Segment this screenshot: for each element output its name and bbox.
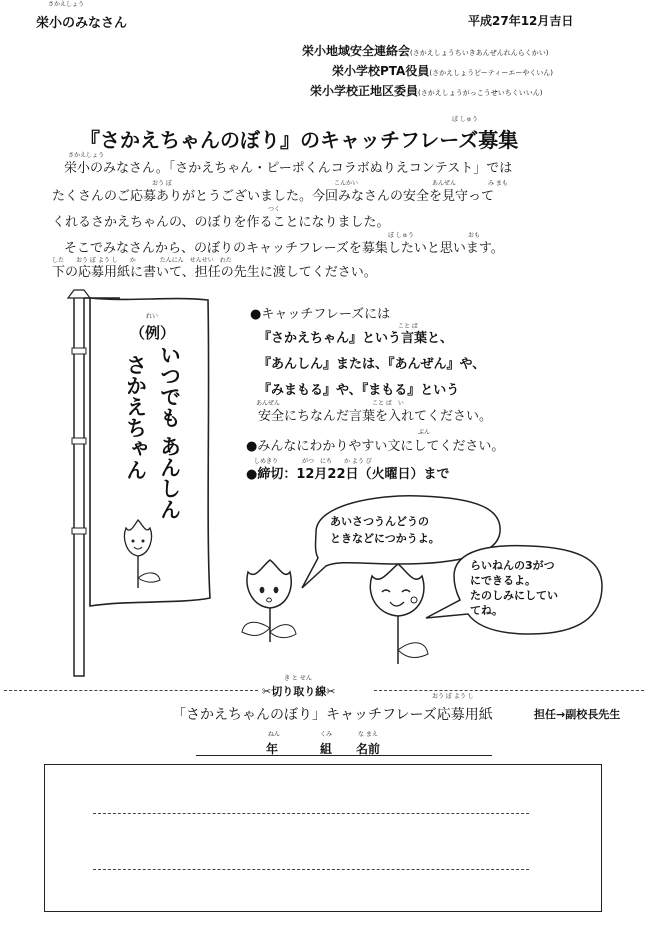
org-name: 栄小学校PTA役員 (332, 64, 430, 78)
bubble-line: たのしみにしてい (470, 589, 558, 602)
entry-box[interactable] (44, 764, 602, 912)
bubble-line: にできるよ。 (470, 574, 536, 587)
form-title-ruby: おう ぼ よう し (432, 693, 474, 700)
rule-line: ●キャッチフレーズには (250, 307, 391, 322)
deadline: ●締切：12月22日（火曜日）まで (246, 467, 450, 482)
bubble-line: あいさつうんどうの (330, 515, 429, 528)
writing-line (93, 869, 529, 870)
namae-label: 名前 (356, 742, 381, 756)
cut-line-left (4, 690, 258, 691)
rule-line: 『あんしん』または、『あんぜん』や、 (258, 357, 486, 372)
org-reading: (さかえしょうがっこうせいちくいいん) (418, 89, 543, 97)
kumi-ruby: くみ (320, 731, 333, 738)
cut-line-ruby: き と せん (284, 675, 312, 682)
org-name: 栄小学校正地区委員 (310, 84, 419, 98)
banner-text-right: いつでも あんしん (157, 344, 182, 520)
rule-line: 『みまもる』や、『まもる』という (258, 383, 460, 398)
bubble-1-text (330, 513, 440, 547)
tulip-character-icon (370, 564, 428, 664)
title-ruby: ぼ しゅう (452, 116, 478, 123)
intro-line: そこでみなさんから、のぼりのキャッチフレーズを募集したいと思います。 (64, 241, 504, 256)
org-2 (332, 60, 553, 79)
bubble-line: らいねんの3がつ (470, 559, 555, 572)
name-underline (196, 755, 492, 756)
rule-line: 『さかえちゃん』という言葉と、 (258, 331, 454, 346)
intro-line: くれるさかえちゃんの、のぼりを作ることになりました。 (52, 215, 390, 230)
banner-text-left: さかえちゃん (123, 354, 148, 480)
banner-illustration (60, 288, 220, 688)
tulip-character-icon (242, 560, 296, 642)
rule-line: 安全にちなんだ言葉を入れてください。 (258, 409, 493, 424)
bubble-line: ときなどにつかうよ。 (330, 532, 440, 545)
addressee: 栄小のみなさん (36, 16, 128, 31)
banner-cloth (90, 298, 210, 606)
page-title: 『さかえちゃんのぼり』のキャッチフレーズ募集 (80, 128, 519, 152)
writing-line (93, 813, 529, 814)
cut-line-right (374, 690, 644, 691)
cut-line-label: ✂切り取り線✂ (262, 685, 336, 698)
org-reading: (さかえしょうピーティーエーやくいん) (429, 69, 553, 77)
org-1 (302, 40, 548, 59)
intro-line: 栄小のみなさん。「さかえちゃん・ピーポくんコラボぬりえコンテスト」では (64, 161, 513, 176)
kumi-label: 組 (320, 742, 333, 756)
form-title: 「さかえちゃんのぼり」キャッチフレーズ応募用紙 (172, 707, 493, 723)
bubble-line: てね。 (470, 604, 503, 617)
intro-line: たくさんのご応募ありがとうございました。今回みなさんの安全を見守って (52, 189, 495, 204)
org-3 (310, 80, 542, 99)
namae-ruby: な まえ (358, 731, 378, 738)
org-name: 栄小地域安全連絡会 (302, 44, 411, 58)
rule-line: ●みんなにわかりやすい文にしてください。 (246, 439, 505, 454)
date: 平成27年12月吉日 (468, 14, 574, 28)
routing-note: 担任→副校長先生 (534, 708, 621, 721)
nen-label: 年 (266, 742, 279, 756)
bubble-2-text (470, 558, 558, 618)
addressee-ruby: さかえしょう (48, 1, 85, 8)
org-reading: (さかえしょうちいきあんぜんれんらくかい) (410, 49, 549, 57)
nen-ruby: ねん (268, 731, 281, 738)
example-label: （例） (130, 324, 176, 342)
intro-line: 下の応募用紙に書いて、担任の先生に渡してください。 (52, 265, 377, 280)
